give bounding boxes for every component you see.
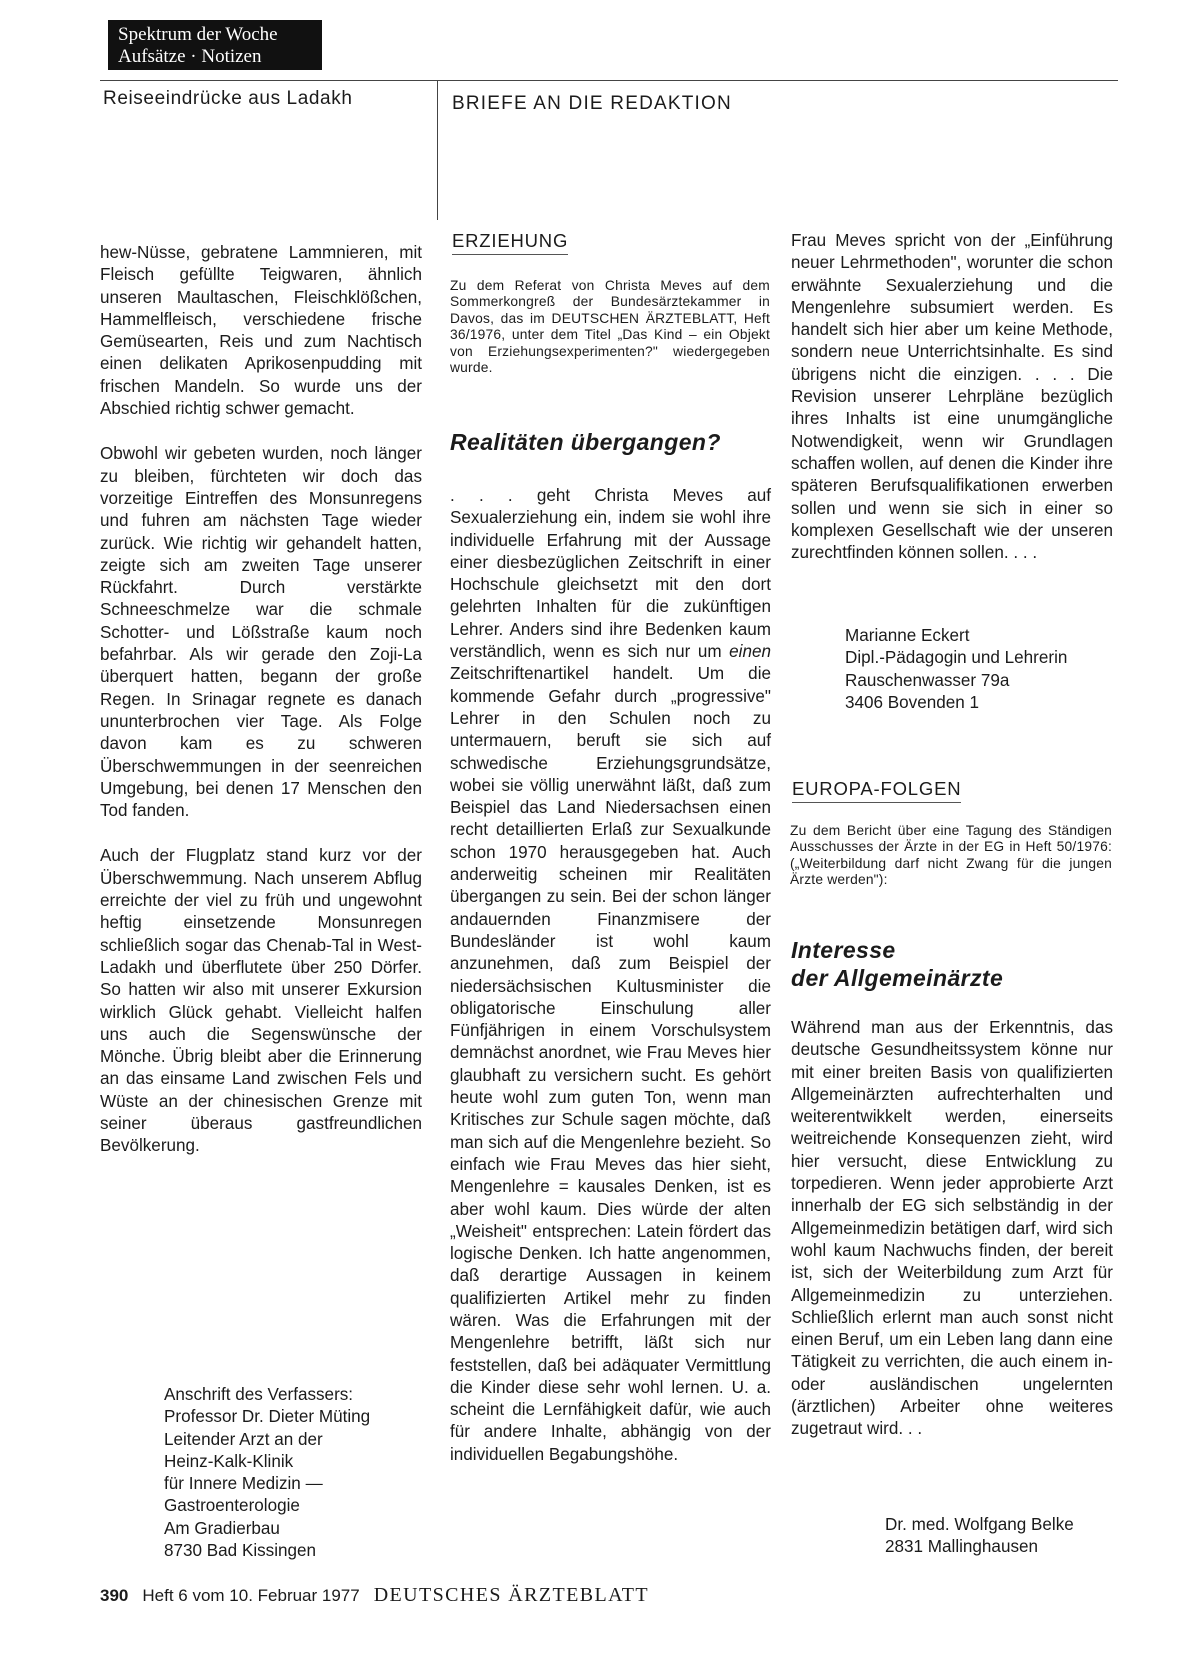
badge-line-1: Spektrum der Woche bbox=[118, 24, 278, 45]
letter-continuation bbox=[791, 230, 1113, 564]
author-address bbox=[164, 1384, 434, 1562]
address-line: 8730 Bad Kissingen bbox=[164, 1541, 317, 1561]
letter-body-europa bbox=[791, 1017, 1113, 1441]
signature-line: Dr. med. Wolfgang Belke bbox=[885, 1515, 1074, 1534]
address-line: Heinz-Kalk-Klinik bbox=[164, 1451, 294, 1471]
address-line: Am Gradierbau bbox=[164, 1518, 280, 1538]
address-line: Leitender Arzt an der bbox=[164, 1429, 323, 1449]
letter-text-b: Zeitschriftenartikel handelt. Um die kommende Gefahr durch „progressive" Lehrer in den Schulen noch zu untermauern, beruft sie sich auf schwedische Erziehungsgrundsätze, wobei sie völlig unerwähnt läßt, daß zum Beispiel das Land Niedersachsen einen recht detaillierten Erlaß zur Sexualkunde schon 1970 herausgegeben hat. Auch anderweitig scheinen mir Realitäten übergangen zu sein. Bei der schon länger andauernden Finanzmisere der Bundesländer ist wohl kaum anzunehmen, daß zum Beispiel der niedersächsischen Kultusminister die obligatorische Einschulung aller Fünfjährigen in einem Vorschulsystem demnächst anordnet, wie Frau Meves hier glaubhaft zu versichern sucht. Es gehört heute wohl zum guten Ton, wenn man Kritisches zur Schule sagen möchte, daß man sich auf die Mengenlehre bezieht. So einfach wie Frau Meves das hier sieht, Mengenlehre = kausales Denken, ist es aber wohl kaum. Dies würde der alten „Weisheit" entsprechen: Latein fördert das logische Denken. Ich hatte angenommen, daß derartige Aussagen in keinem qualifizierten Artikel mehr zu finden wären. Was die Erfahrungen mit der Mengenlehre betrifft, läßt sich nur feststellen, daß bei adäquater Vermittlung die Kinder diese sehr wohl lernen. U. a. scheint die Lernfähigkeit dafür, wie auch für andere Inhalte, abhängig von der individuellen Begabungshöhe. bbox=[450, 664, 771, 1464]
paragraph-3: Auch der Flugplatz stand kurz vor der Überschwemmung. Nach unserem Abflug erreichte der viel zu früh und ungewohnt heftig einsetzende Monsunregen schließlich sogar das Chenab-Tal in West-Ladakh und überflutete über 250 Dörfer. So hatten wir also mit unserer Exkursion wirklich Glück gehabt. Vielleicht halfen uns auch die Segenswünsche der Mönche. Übrig bleibt aber die Erinnerung an das einsame Land zwischen Fels und Wüste an der chinesischen Grenze mit seiner überaus gastfreundlichen Bevölkerung. bbox=[100, 846, 422, 1156]
headline-line-2: der Allgemeinärzte bbox=[791, 965, 1004, 991]
signature-line: Dipl.-Pädagogin und Lehrerin bbox=[845, 648, 1068, 668]
signature-eckert bbox=[845, 625, 1067, 714]
letter-text-a: . . . geht Christa Meves auf Sexualerziehung ein, indem sie wohl ihre individuelle Erfahrung mit der Aussage einer diesbezüglichen Zeitschrift in einer Hochschule gleichsetzt mit den dort gelehrten Inhalten für die zukünftigen Lehrer. Anders sind ihre Bedenken kaum verständlich, wenn es sich nur um bbox=[450, 486, 771, 662]
headline-line-1: Interesse bbox=[791, 937, 896, 963]
header-rule bbox=[100, 80, 1118, 81]
europa-paragraph: Während man aus der Erkenntnis, das deutsche Gesundheitssystem könne nur mit einer breiten Basis von qualifizierten Allgemeinärzten aufrechterhalten und weiterentwikkelt werden, einerseits weitreichende Konsequenzen zieht, wird hier versucht, diese Entwicklung zu torpedieren. Wenn jeder approbierte Arzt innerhalb der EG sich selbständig in der Allgemeinmedizin betätigen darf, wird sich wohl kaum Nachwuchs finden, der bereit ist, sich der Weiterbildung zum Arzt für Allgemeinmedizin zu unterziehen. Schließlich erlernt man auch sonst nicht einen Beruf, um ein Leben lang dann eine Tätigkeit zu verrichten, die auch einem in- oder ausländischen ungelernten (ärztlichen) Arbeiter ohne weiteres zugetraut wird. . . bbox=[791, 1018, 1113, 1439]
header-divider bbox=[437, 80, 438, 220]
letter-paragraph bbox=[450, 485, 771, 1466]
section-title-right: BRIEFE AN DIE REDAKTION bbox=[452, 93, 732, 114]
paragraph-2: Obwohl wir gebeten wurden, noch länger zu bleiben, fürchteten wir doch das vorzeitige Eintreffen des Monsunregens und fuhren am nächsten Tage wieder zurück. Wie richtig wir gehandelt hatten, zeigte sich am zweiten Tage unserer Rückfahrt. Durch verstärkte Schneeschmelze war die schmale Schotter- und Lößstraße kaum noch befahrbar. Als wir gerade den Zoji-La überquert hatten, begann der große Regen. In Srinagar regnete es danach ununterbrochen vier Tage. Als Folge davon kam es zu schweren Überschwemmungen in der seenreichen Umgebung, bei denen 17 Menschen den Tod fanden. bbox=[100, 444, 422, 821]
letter-emphasis: einen bbox=[729, 642, 771, 662]
signature-line: Marianne Eckert bbox=[845, 626, 970, 645]
address-line: Gastroenterologie bbox=[164, 1496, 300, 1516]
intro-erziehung: Zu dem Referat von Christa Meves auf dem Sommerkongreß der Bundesärztekammer in Davos, das im DEUTSCHEN ÄRZTEBLATT, Heft 36/1976, unter dem Titel „Das Kind – ein Objekt von Erziehungsexperimenten?" wiedergegeben wurde. bbox=[450, 278, 770, 376]
address-line: für Innere Medizin — bbox=[164, 1474, 323, 1494]
signature-belke bbox=[885, 1514, 1074, 1559]
intro-europa: Zu dem Bericht über eine Tagung des Ständigen Ausschusses der Ärzte in der EG in Heft 50/1976: („Weiterbildung darf nicht Zwang für die jungen Ärzte werden"): bbox=[790, 823, 1112, 888]
paragraph-1: hew-Nüsse, gebratene Lammnieren, mit Fleisch gefüllte Teigwaren, ähnlich unseren Maultaschen, Fleischklößchen, Hammelfleisch, verschiedene frische Gemüsearten, Reis und zum Nachtisch einen delikaten Aprikosenpudding mit frischen Mandeln. So wurde uns der Abschied richtig schwer gemacht. bbox=[100, 243, 422, 419]
section-title-left: Reiseeindrücke aus Ladakh bbox=[103, 88, 353, 109]
badge-line-2: Aufsätze · Notizen bbox=[118, 46, 262, 67]
rubric-erziehung: ERZIEHUNG bbox=[452, 230, 568, 255]
page-footer bbox=[100, 1584, 649, 1607]
address-line: Anschrift des Verfassers: bbox=[164, 1385, 354, 1404]
issue-info: Heft 6 vom 10. Februar 1977 bbox=[142, 1586, 360, 1605]
signature-line: Rauschenwasser 79a bbox=[845, 670, 1010, 690]
masthead: DEUTSCHES ÄRZTEBLATT bbox=[373, 1584, 649, 1606]
continuation-paragraph: Frau Meves spricht von der „Einführung neuer Lehrmethoden", worunter die schon erwähnte Sexualerziehung und die Mengenlehre subsumiert werden. Es handelt sich hier aber um keine Methode, sondern neue Unterrichtsinhalte. Es sind übrigens nicht die einzigen. . . . Die Revision unserer Lehrpläne bezüglich ihres Inhalts ist eine unumgängliche Notwendigkeit, wenn wir Grundlagen schaffen wollen, auf denen die Kinder ihre späteren Berufsqualifikationen erwerben sollen und wenn sie sich in einer so komplexen Gesellschaft wie der unseren zurechtfinden können sollen. . . . bbox=[791, 231, 1113, 563]
signature-line: 3406 Bovenden 1 bbox=[845, 692, 980, 712]
address-line: Professor Dr. Dieter Müting bbox=[164, 1407, 371, 1427]
signature-line: 2831 Mallinghausen bbox=[885, 1537, 1039, 1557]
letter-body-erziehung bbox=[450, 485, 771, 1466]
article-column-1 bbox=[100, 242, 422, 1158]
section-badge bbox=[108, 20, 322, 70]
headline-interesse bbox=[791, 936, 1113, 992]
headline-realitaeten: Realitäten übergangen? bbox=[450, 429, 721, 455]
page-number: 390 bbox=[100, 1586, 129, 1605]
rubric-europa: EUROPA-FOLGEN bbox=[792, 778, 961, 803]
